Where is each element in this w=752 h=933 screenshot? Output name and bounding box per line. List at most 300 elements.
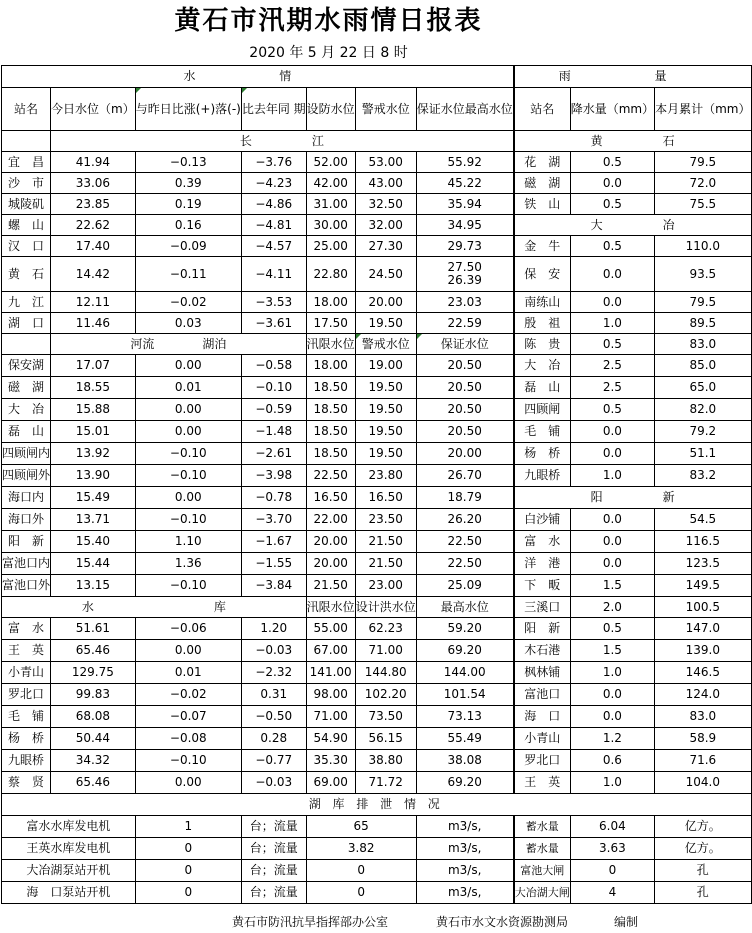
station-name: 海口外 xyxy=(2,509,51,531)
rain-value: 0.0 xyxy=(570,509,654,531)
rain-value: 0.0 xyxy=(570,257,654,292)
level-2: 73.50 xyxy=(355,706,416,728)
rain-monthly: 85.0 xyxy=(655,355,751,377)
changjiang_rows-row xyxy=(2,194,752,215)
level-2: 16.50 xyxy=(355,487,416,509)
today-level: 14.42 xyxy=(51,257,136,292)
level-3-guarantee: 27.50 xyxy=(447,260,482,274)
rain-monthly: 110.0 xyxy=(655,236,751,257)
level-3: 69.20 xyxy=(416,772,513,794)
discharge-unit: 台；流量 xyxy=(241,816,306,838)
section-changjiang xyxy=(51,131,514,152)
level-2: 43.00 xyxy=(355,173,416,194)
station-name: 富 水 xyxy=(2,618,51,640)
storage-unit: 孔 xyxy=(655,860,751,882)
level-2: 27.30 xyxy=(355,236,416,257)
rain-station: 木石港 xyxy=(514,640,570,662)
rain-value: 0.5 xyxy=(570,152,654,173)
level-3: 55.49 xyxy=(416,728,513,750)
rain-station: 洋 港 xyxy=(514,553,570,575)
level-1: 17.50 xyxy=(306,313,355,334)
level-3: 59.20 xyxy=(416,618,513,640)
rain-monthly: 83.0 xyxy=(655,334,751,355)
section-station-blank xyxy=(2,334,51,355)
change-vs-yesterday: 0.03 xyxy=(135,313,241,334)
rain-value: 1.5 xyxy=(570,575,654,597)
rain-station: 白沙铺 xyxy=(514,509,570,531)
footer-editor-label: 编制 xyxy=(614,915,639,929)
rain-station: 殷 祖 xyxy=(514,313,570,334)
station-name: 大 冶 xyxy=(2,399,51,421)
rain-monthly: 93.5 xyxy=(655,257,751,292)
level-1: 71.00 xyxy=(306,706,355,728)
station-name: 阳 新 xyxy=(2,531,51,553)
rain-station: 磁 湖 xyxy=(514,173,570,194)
col-warn: 警戒水位 xyxy=(355,88,416,131)
river_rows-row xyxy=(2,531,752,553)
river_rows-row xyxy=(2,465,752,487)
rain-value: 1.2 xyxy=(570,728,654,750)
level-3: 55.92 xyxy=(416,152,513,173)
change-vs-last-year: −3.61 xyxy=(241,313,306,334)
section-col-label: 最高水位 xyxy=(416,597,513,618)
today-level: 17.40 xyxy=(51,236,136,257)
section-row-rivers xyxy=(2,334,752,355)
station-name: 海口内 xyxy=(2,487,51,509)
discharge-flow-unit: m3/s, xyxy=(416,860,513,882)
level-2: 38.80 xyxy=(355,750,416,772)
rain-value: 0.5 xyxy=(570,399,654,421)
section-row-changjiang xyxy=(2,131,752,152)
station-name: 四顾闸内 xyxy=(2,443,51,465)
rain-monthly: 72.0 xyxy=(655,173,751,194)
level-2: 20.00 xyxy=(355,292,416,313)
rain-monthly: 58.9 xyxy=(655,728,751,750)
change-vs-yesterday: −0.06 xyxy=(135,618,241,640)
rain-value: 0.0 xyxy=(570,706,654,728)
rain-station: 海 口 xyxy=(514,706,570,728)
today-level: 99.83 xyxy=(51,684,136,706)
rain-value: 1.0 xyxy=(570,662,654,684)
report-date: 2020 年 5 月 22 日 8 时 xyxy=(249,45,408,61)
level-3-highest: 26.39 xyxy=(447,273,482,287)
rain-value: 0.5 xyxy=(570,334,654,355)
level-2: 19.00 xyxy=(355,355,416,377)
change-vs-yesterday: 0.01 xyxy=(135,377,241,399)
rain-value: 2.5 xyxy=(570,355,654,377)
rain-value: 0.0 xyxy=(570,553,654,575)
col-rain-station: 站名 xyxy=(514,88,570,131)
level-2: 23.00 xyxy=(355,575,416,597)
change-vs-last-year: 0.28 xyxy=(241,728,306,750)
change-vs-last-year: −4.23 xyxy=(241,173,306,194)
changjiang_rows-row xyxy=(2,152,752,173)
report-table xyxy=(1,65,752,904)
level-1: 18.50 xyxy=(306,399,355,421)
rain-station: 富 水 xyxy=(514,531,570,553)
river_rows-row xyxy=(2,421,752,443)
level-1: 18.50 xyxy=(306,443,355,465)
level-3: 69.20 xyxy=(416,640,513,662)
change-vs-yesterday: 0.00 xyxy=(135,640,241,662)
change-vs-yesterday: −0.13 xyxy=(135,152,241,173)
section-reservoir xyxy=(2,597,307,618)
storage-value: 0 xyxy=(570,860,654,882)
reservoir_rows-row xyxy=(2,618,752,640)
change-vs-last-year: −4.11 xyxy=(241,257,306,292)
level-1: 20.00 xyxy=(306,531,355,553)
change-vs-yesterday: −0.09 xyxy=(135,236,241,257)
rain-value: 0.0 xyxy=(570,421,654,443)
change-vs-yesterday: 0.00 xyxy=(135,421,241,443)
level-2: 19.50 xyxy=(355,377,416,399)
change-vs-yesterday: 0.00 xyxy=(135,487,241,509)
level-1: 18.00 xyxy=(306,292,355,313)
today-level: 22.62 xyxy=(51,215,136,236)
section-label-part: 江 xyxy=(311,133,324,148)
section-label-part: 冶 xyxy=(662,217,675,232)
storage-label: 大冶湖大闸 xyxy=(514,882,570,904)
station-name: 富池口内 xyxy=(2,553,51,575)
footer-org-flood-office: 黄石市防汛抗旱指挥部办公室 xyxy=(232,915,389,929)
change-vs-last-year: 1.20 xyxy=(241,618,306,640)
level-1: 18.00 xyxy=(306,355,355,377)
level-3: 20.50 xyxy=(416,377,513,399)
rain-value: 0.0 xyxy=(570,443,654,465)
rain-monthly: 147.0 xyxy=(655,618,751,640)
today-level: 65.46 xyxy=(51,640,136,662)
level-2: 19.50 xyxy=(355,443,416,465)
discharge-flow-unit: m3/s, xyxy=(416,882,513,904)
level-2: 53.00 xyxy=(355,152,416,173)
change-vs-last-year: −2.32 xyxy=(241,662,306,684)
change-vs-last-year: 0.31 xyxy=(241,684,306,706)
change-vs-last-year: −3.76 xyxy=(241,152,306,173)
station-name: 宜 昌 xyxy=(2,152,51,173)
section-label-part: 黄 xyxy=(590,133,603,148)
section-col-label: 汛限水位 xyxy=(306,334,355,355)
change-vs-yesterday: 0.39 xyxy=(135,173,241,194)
today-level: 15.88 xyxy=(51,399,136,421)
rain-station: 保 安 xyxy=(514,257,570,292)
station-name: 王 英 xyxy=(2,640,51,662)
col-guarantee: 保证水位最高水位 xyxy=(416,88,513,131)
discharge-count: 0 xyxy=(135,860,241,882)
level-3: 22.59 xyxy=(416,313,513,334)
level-1: 22.50 xyxy=(306,465,355,487)
rain-station: 杨 桥 xyxy=(514,443,570,465)
level-3: 35.94 xyxy=(416,194,513,215)
change-vs-last-year: −0.78 xyxy=(241,487,306,509)
today-level: 33.06 xyxy=(51,173,136,194)
discharge-flow-unit: m3/s, xyxy=(416,816,513,838)
section-label-part: 湖泊 xyxy=(202,336,227,351)
change-vs-yesterday: 1.10 xyxy=(135,531,241,553)
station-name: 毛 铺 xyxy=(2,706,51,728)
rain-station: 小青山 xyxy=(514,728,570,750)
rain-monthly: 116.5 xyxy=(655,531,751,553)
level-3: 38.08 xyxy=(416,750,513,772)
level-3: 73.13 xyxy=(416,706,513,728)
level-1: 20.00 xyxy=(306,553,355,575)
level-1: 22.00 xyxy=(306,509,355,531)
rain-value: 0.0 xyxy=(570,173,654,194)
change-vs-last-year: −4.86 xyxy=(241,194,306,215)
change-vs-last-year: −0.58 xyxy=(241,355,306,377)
section-label-part: 石 xyxy=(662,133,675,148)
level-2: 21.50 xyxy=(355,553,416,575)
level-2: 19.50 xyxy=(355,421,416,443)
section-label-part: 大 xyxy=(590,217,603,232)
storage-unit: 亿方。 xyxy=(655,838,751,860)
reservoir_rows-row xyxy=(2,772,752,794)
rain-value: 2.0 xyxy=(570,597,654,618)
river_rows-row xyxy=(2,399,752,421)
level-2: 32.00 xyxy=(355,215,416,236)
today-level: 13.15 xyxy=(51,575,136,597)
level-2: 19.50 xyxy=(355,399,416,421)
change-vs-yesterday: −0.02 xyxy=(135,684,241,706)
station-name: 黄 石 xyxy=(2,257,51,292)
rain-station: 富池口 xyxy=(514,684,570,706)
rain-station: 南练山 xyxy=(514,292,570,313)
discharge-header-row xyxy=(2,794,752,816)
rain-station: 磊 山 xyxy=(514,377,570,399)
rain-monthly: 75.5 xyxy=(655,194,751,215)
rain-value: 0.0 xyxy=(570,292,654,313)
discharge-name: 王英水库发电机 xyxy=(2,838,136,860)
discharge-flow: 0 xyxy=(306,860,416,882)
today-level: 12.11 xyxy=(51,292,136,313)
section-label-part: 河流 xyxy=(130,336,155,351)
level-1: 141.00 xyxy=(306,662,355,684)
today-level: 11.46 xyxy=(51,313,136,334)
today-level: 18.55 xyxy=(51,377,136,399)
changjiang_rows-row xyxy=(2,292,752,313)
col-vs-year: 比去年同 期 xyxy=(241,88,306,131)
level-1: 55.00 xyxy=(306,618,355,640)
rain-value: 1.0 xyxy=(570,772,654,794)
level-3: 22.50 xyxy=(416,553,513,575)
reservoir_rows-row xyxy=(2,750,752,772)
level-2: 56.15 xyxy=(355,728,416,750)
level-1: 52.00 xyxy=(306,152,355,173)
discharge-unit: 台；流量 xyxy=(241,860,306,882)
discharge-name: 大冶湖泵站开机 xyxy=(2,860,136,882)
storage-value: 3.63 xyxy=(570,838,654,860)
river_rows-row xyxy=(2,377,752,399)
footer-org-hydrology-bureau: 黄石市水文水资源勘测局 xyxy=(436,915,569,929)
rain-monthly: 100.5 xyxy=(655,597,751,618)
level-2: 102.20 xyxy=(355,684,416,706)
discharge-flow: 0 xyxy=(306,882,416,904)
section-col-label: 汛限水位 xyxy=(306,597,355,618)
level-2: 23.50 xyxy=(355,509,416,531)
level-3: 20.50 xyxy=(416,421,513,443)
rain-monthly: 51.1 xyxy=(655,443,751,465)
change-vs-last-year: −4.81 xyxy=(241,215,306,236)
rain-station: 王 英 xyxy=(514,772,570,794)
rain-monthly: 146.5 xyxy=(655,662,751,684)
level-3: 144.00 xyxy=(416,662,513,684)
discharge-flow-unit: m3/s, xyxy=(416,838,513,860)
station-name: 磁 湖 xyxy=(2,377,51,399)
station-name: 九 江 xyxy=(2,292,51,313)
today-level: 51.61 xyxy=(51,618,136,640)
today-level: 15.01 xyxy=(51,421,136,443)
station-name: 沙 市 xyxy=(2,173,51,194)
rain-station: 大 冶 xyxy=(514,355,570,377)
change-vs-last-year: −0.50 xyxy=(241,706,306,728)
level-3: 45.22 xyxy=(416,173,513,194)
station-name: 杨 桥 xyxy=(2,728,51,750)
changjiang_rows-row xyxy=(2,257,752,292)
level-3: 26.20 xyxy=(416,509,513,531)
rain-monthly: 124.0 xyxy=(655,684,751,706)
rain-section-huangshi xyxy=(514,131,751,152)
change-vs-last-year: −3.53 xyxy=(241,292,306,313)
level-3: 34.95 xyxy=(416,215,513,236)
change-vs-last-year: −2.61 xyxy=(241,443,306,465)
rain-value: 1.0 xyxy=(570,465,654,487)
level-1: 18.50 xyxy=(306,421,355,443)
level-3: 20.00 xyxy=(416,443,513,465)
header-row-groups xyxy=(2,66,752,88)
river_rows-row xyxy=(2,355,752,377)
today-level: 17.07 xyxy=(51,355,136,377)
rain-value: 1.5 xyxy=(570,640,654,662)
change-vs-last-year: −0.03 xyxy=(241,640,306,662)
level-1: 16.50 xyxy=(306,487,355,509)
change-vs-yesterday: 0.19 xyxy=(135,194,241,215)
rain-section-yangxin xyxy=(514,487,751,509)
today-level: 15.40 xyxy=(51,531,136,553)
col-change: 与昨日比涨(+)落(-) xyxy=(135,88,241,131)
discharge-flow: 65 xyxy=(306,816,416,838)
storage-unit: 亿方。 xyxy=(655,816,751,838)
rain-value: 0.0 xyxy=(570,531,654,553)
rain-monthly: 83.2 xyxy=(655,465,751,487)
reservoir_rows-row xyxy=(2,662,752,684)
rain-monthly: 54.5 xyxy=(655,509,751,531)
change-vs-last-year: −3.98 xyxy=(241,465,306,487)
change-vs-yesterday: −0.10 xyxy=(135,443,241,465)
rain-value: 0.6 xyxy=(570,750,654,772)
change-vs-yesterday: 1.36 xyxy=(135,553,241,575)
change-vs-last-year: −0.77 xyxy=(241,750,306,772)
discharge-flow: 3.82 xyxy=(306,838,416,860)
level-2: 71.00 xyxy=(355,640,416,662)
change-vs-last-year: −0.10 xyxy=(241,377,306,399)
rain-station: 陈 贵 xyxy=(514,334,570,355)
rain-monthly: 79.5 xyxy=(655,292,751,313)
rain-station: 下 畈 xyxy=(514,575,570,597)
rain-station: 四顾闸 xyxy=(514,399,570,421)
storage-unit: 孔 xyxy=(655,882,751,904)
change-vs-yesterday: 0.00 xyxy=(135,399,241,421)
level-2: 32.50 xyxy=(355,194,416,215)
col-fortify: 设防水位 xyxy=(306,88,355,131)
change-vs-last-year: −4.57 xyxy=(241,236,306,257)
level-2: 23.80 xyxy=(355,465,416,487)
level-3: 26.70 xyxy=(416,465,513,487)
section-row-reservoir xyxy=(2,597,752,618)
level-1: 42.00 xyxy=(306,173,355,194)
station-name: 城陵矶 xyxy=(2,194,51,215)
rain-monthly: 104.0 xyxy=(655,772,751,794)
level-3: 22.50 xyxy=(416,531,513,553)
discharge-row xyxy=(2,882,752,904)
change-vs-last-year: −1.55 xyxy=(241,553,306,575)
changjiang_rows-row xyxy=(2,215,752,236)
level-3: 101.54 xyxy=(416,684,513,706)
rain-station: 阳 新 xyxy=(514,618,570,640)
report-title: 黄石市汛期水雨情日报表 xyxy=(174,6,483,36)
rain-header: 雨 量 xyxy=(514,66,751,88)
rain-monthly: 139.0 xyxy=(655,640,751,662)
col-station: 站名 xyxy=(2,88,51,131)
change-vs-yesterday: −0.10 xyxy=(135,509,241,531)
rain-section-daye xyxy=(514,215,751,236)
today-level: 13.71 xyxy=(51,509,136,531)
changjiang_rows-row xyxy=(2,173,752,194)
level-3: 25.09 xyxy=(416,575,513,597)
level-2: 21.50 xyxy=(355,531,416,553)
section-col-label: 设计洪水位 xyxy=(355,597,416,618)
discharge-count: 0 xyxy=(135,882,241,904)
changjiang_rows-row xyxy=(2,313,752,334)
station-name: 磊 山 xyxy=(2,421,51,443)
water-header: 水 情 xyxy=(2,66,514,88)
level-1: 54.90 xyxy=(306,728,355,750)
discharge-name: 海 口泵站开机 xyxy=(2,882,136,904)
change-vs-last-year: −0.59 xyxy=(241,399,306,421)
discharge-count: 0 xyxy=(135,838,241,860)
station-name: 汉 口 xyxy=(2,236,51,257)
station-name: 九眼桥 xyxy=(2,750,51,772)
river_rows-row xyxy=(2,575,752,597)
level-3: 20.50 xyxy=(416,355,513,377)
rain-monthly: 65.0 xyxy=(655,377,751,399)
today-level: 50.44 xyxy=(51,728,136,750)
section-label-part: 新 xyxy=(662,490,675,504)
level-1: 25.00 xyxy=(306,236,355,257)
section-station-blank xyxy=(2,131,51,152)
rain-monthly: 82.0 xyxy=(655,399,751,421)
change-vs-yesterday: −0.11 xyxy=(135,257,241,292)
level-3: 20.50 xyxy=(416,399,513,421)
reservoir_rows-row xyxy=(2,684,752,706)
level-1: 21.50 xyxy=(306,575,355,597)
section-col-label: 保证水位 xyxy=(416,334,513,355)
today-level: 65.46 xyxy=(51,772,136,794)
level-1: 31.00 xyxy=(306,194,355,215)
change-vs-yesterday: −0.07 xyxy=(135,706,241,728)
storage-label: 富池大闸 xyxy=(514,860,570,882)
change-vs-yesterday: 0.00 xyxy=(135,355,241,377)
change-vs-yesterday: −0.02 xyxy=(135,292,241,313)
rain-value: 2.5 xyxy=(570,377,654,399)
level-3: 29.73 xyxy=(416,236,513,257)
today-level: 13.92 xyxy=(51,443,136,465)
rain-monthly: 79.5 xyxy=(655,152,751,173)
level-1: 98.00 xyxy=(306,684,355,706)
rain-station: 九眼桥 xyxy=(514,465,570,487)
rain-monthly: 123.5 xyxy=(655,553,751,575)
rain-monthly: 71.6 xyxy=(655,750,751,772)
rain-value: 0.0 xyxy=(570,684,654,706)
level-1: 67.00 xyxy=(306,640,355,662)
